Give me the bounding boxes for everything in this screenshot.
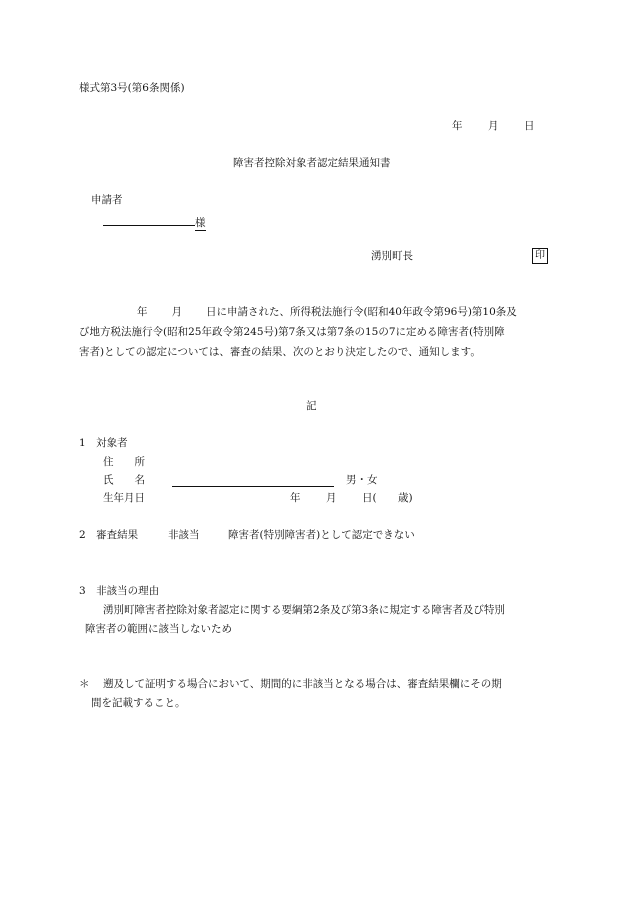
note-line-1: 遡及して証明する場合において、期間的に非該当となる場合は、審査結果欄にその期 <box>103 678 502 690</box>
body-line-2: び地方税法施行令(昭和25年政令第245号)第7条又は第7条の15の7に定める障害者(特別障 <box>79 326 505 338</box>
reason-line-2: 障害者の範囲に該当しないため <box>85 623 232 635</box>
gender-choice: 男・女 <box>346 474 378 486</box>
result-label: 非該当 <box>168 529 200 541</box>
ki-heading: 記 <box>306 400 317 412</box>
name-blank-line <box>172 473 334 487</box>
seal-mark: 印 <box>532 248 548 264</box>
dob-month: 月 <box>326 492 337 504</box>
section1-heading: 1 対象者 <box>79 437 128 449</box>
body-line-1 <box>79 305 517 319</box>
name-label: 氏 名 <box>103 474 145 486</box>
reason-line-1: 湧別町障害者控除対象者認定に関する要綱第2条及び第3条に規定する障害者及び特別 <box>103 604 505 616</box>
note-mark: ＊ <box>79 678 90 690</box>
dob-year: 年 <box>290 492 301 504</box>
applicant-name-line <box>103 212 206 231</box>
section3-heading: 3 非該当の理由 <box>79 585 160 597</box>
body-month: 月 <box>171 306 182 318</box>
applicant-name-blank <box>103 212 195 226</box>
section2-heading: 2 審査結果 <box>79 529 139 541</box>
date-month: 月 <box>488 120 499 132</box>
result-text: 障害者(特別障害者)として認定できない <box>228 529 415 541</box>
dob-age: 歳) <box>398 492 413 504</box>
body-line-3: 害者)としての認定については、審査の結果、次のとおり決定したので、通知します。 <box>79 346 481 358</box>
body-line-1-text: 日に申請された、所得税法施行令(昭和40年政令第96号)第10条及 <box>206 306 517 318</box>
document-title: 障害者控除対象者認定結果通知書 <box>233 157 391 169</box>
form-number: 様式第3号(第6条関係) <box>79 82 185 94</box>
applicant-label: 申請者 <box>91 194 123 206</box>
dob-label: 生年月日 <box>103 492 145 504</box>
body-year: 年 <box>137 306 148 318</box>
address-label: 住 所 <box>103 456 145 468</box>
note-line-2: 間を記載すること。 <box>91 697 186 709</box>
dob-day: 日( <box>362 492 377 504</box>
applicant-honorific: 様 <box>195 217 206 229</box>
issuer-name: 湧別町長 <box>371 250 413 262</box>
date-year: 年 <box>452 120 463 132</box>
date-day: 日 <box>524 120 535 132</box>
